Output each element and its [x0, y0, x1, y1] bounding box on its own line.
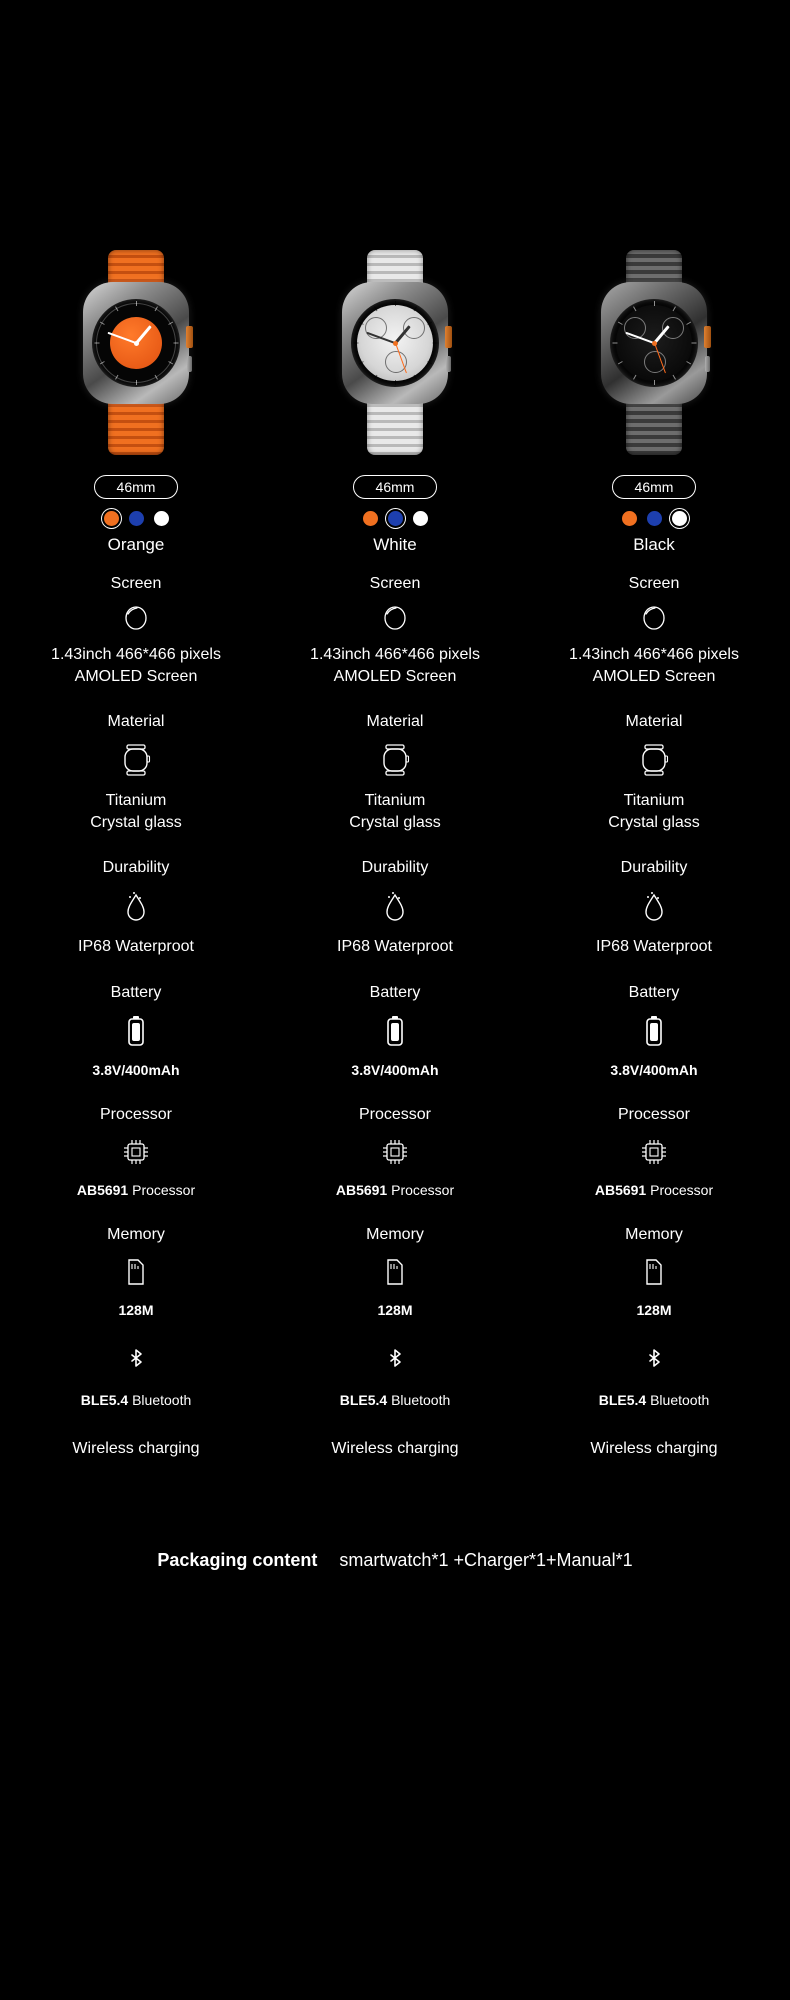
watch-button-icon	[705, 356, 710, 372]
spec-label-screen: Screen	[369, 575, 421, 592]
waterdrop-icon	[640, 889, 668, 928]
watch-screen	[610, 299, 698, 387]
size-badge[interactable]: 46mm	[353, 475, 438, 499]
screen-icon	[123, 605, 149, 636]
product-column-orange	[12, 250, 260, 1459]
swatch-orange[interactable]	[104, 511, 119, 526]
battery-icon	[384, 1014, 406, 1053]
swatch-orange[interactable]	[363, 511, 378, 526]
watch-image-black	[594, 250, 714, 455]
spec-value-durability: IP68 Waterproot	[596, 938, 712, 956]
spec-label-memory: Memory	[107, 1225, 165, 1243]
spec-value-battery: 3.8V/400mAh	[610, 1061, 698, 1078]
watch-pivot	[652, 341, 657, 346]
watch-crown-icon	[445, 326, 452, 348]
watch-screen	[92, 299, 180, 387]
spec-value-wireless-charging: Wireless charging	[72, 1439, 200, 1457]
spec-value-screen: 1.43inch 466*466 pixels AMOLED Screen	[51, 646, 221, 685]
spec-value-memory: 128M	[636, 1301, 672, 1318]
swatch-orange[interactable]	[622, 511, 637, 526]
spec-value-wireless-charging: Wireless charging	[331, 1439, 459, 1457]
spec-label-memory: Memory	[366, 1225, 424, 1243]
spec-label-memory: Memory	[625, 1225, 683, 1243]
swatch-blue[interactable]	[647, 511, 662, 526]
spec-label-processor: Processor	[99, 1105, 173, 1123]
spec-label-screen: Screen	[110, 575, 162, 592]
spec-value-battery: 3.8V/400mAh	[92, 1061, 180, 1078]
watch-pivot	[393, 341, 398, 346]
color-swatches[interactable]	[363, 511, 428, 526]
spec-label-processor: Processor	[358, 1105, 432, 1123]
bluetooth-icon	[124, 1346, 148, 1383]
packaging-value: smartwatch*1 +Charger*1+Manual*1	[339, 1550, 633, 1570]
memory-card-icon	[124, 1256, 148, 1293]
packaging-label: Packaging content	[157, 1550, 318, 1570]
swatch-blue[interactable]	[388, 511, 403, 526]
spec-value-processor: AB5691 Processor	[594, 1181, 714, 1198]
screen-icon	[382, 605, 408, 636]
spec-value-durability: IP68 Waterproot	[78, 938, 194, 956]
color-name: Black	[633, 535, 675, 554]
spec-value-memory: 128M	[118, 1301, 154, 1318]
product-column-black	[530, 250, 778, 1459]
size-badge[interactable]: 46mm	[612, 475, 697, 499]
chip-icon	[120, 1136, 152, 1173]
watch-case-icon	[639, 743, 669, 782]
packaging-section	[0, 1550, 790, 1571]
size-badge[interactable]: 46mm	[94, 475, 179, 499]
battery-icon	[643, 1014, 665, 1053]
color-swatches[interactable]	[104, 511, 169, 526]
spec-value-bluetooth: BLE5.4 Bluetooth	[598, 1391, 710, 1408]
spec-value-bluetooth: BLE5.4 Bluetooth	[80, 1391, 192, 1408]
spec-value-screen: 1.43inch 466*466 pixels AMOLED Screen	[569, 646, 739, 685]
swatch-white[interactable]	[672, 511, 687, 526]
swatch-white[interactable]	[413, 511, 428, 526]
waterdrop-icon	[122, 889, 150, 928]
watch-image-orange	[76, 250, 196, 455]
chip-icon	[379, 1136, 411, 1173]
spec-label-durability: Durability	[620, 859, 688, 877]
spec-label-durability: Durability	[361, 859, 429, 877]
spec-label-material: Material	[366, 713, 424, 731]
spec-value-memory: 128M	[377, 1301, 413, 1318]
spec-value-processor: AB5691 Processor	[335, 1181, 455, 1198]
bluetooth-icon	[383, 1346, 407, 1383]
spec-label-battery: Battery	[110, 983, 162, 1001]
memory-card-icon	[383, 1256, 407, 1293]
watch-image-white	[335, 250, 455, 455]
battery-icon	[125, 1014, 147, 1053]
watch-pivot	[134, 341, 139, 346]
memory-card-icon	[642, 1256, 666, 1293]
spec-value-durability: IP68 Waterproot	[337, 938, 453, 956]
product-column-white	[271, 250, 519, 1459]
watch-case	[601, 282, 707, 404]
watch-button-icon	[187, 356, 192, 372]
spec-value-material: Titanium Crystal glass	[608, 792, 700, 831]
spec-value-screen: 1.43inch 466*466 pixels AMOLED Screen	[310, 646, 480, 685]
spec-label-material: Material	[107, 713, 165, 731]
product-columns	[0, 250, 790, 1459]
watch-case-icon	[121, 743, 151, 782]
watch-crown-icon	[186, 326, 193, 348]
spec-value-wireless-charging: Wireless charging	[590, 1439, 718, 1457]
spec-value-material: Titanium Crystal glass	[349, 792, 441, 831]
color-name: Orange	[107, 535, 165, 554]
bluetooth-icon	[642, 1346, 666, 1383]
color-name: White	[373, 535, 417, 554]
chip-icon	[638, 1136, 670, 1173]
spec-value-bluetooth: BLE5.4 Bluetooth	[339, 1391, 451, 1408]
spec-label-material: Material	[625, 713, 683, 731]
spec-label-battery: Battery	[628, 983, 680, 1001]
spec-value-material: Titanium Crystal glass	[90, 792, 182, 831]
waterdrop-icon	[381, 889, 409, 928]
watch-case-icon	[380, 743, 410, 782]
swatch-blue[interactable]	[129, 511, 144, 526]
watch-button-icon	[446, 356, 451, 372]
watch-case	[83, 282, 189, 404]
swatch-white[interactable]	[154, 511, 169, 526]
spec-value-battery: 3.8V/400mAh	[351, 1061, 439, 1078]
spec-label-processor: Processor	[617, 1105, 691, 1123]
spec-label-battery: Battery	[369, 983, 421, 1001]
screen-icon	[641, 605, 667, 636]
spec-label-durability: Durability	[102, 859, 170, 877]
spec-label-screen: Screen	[628, 575, 680, 592]
color-swatches[interactable]	[622, 511, 687, 526]
watch-crown-icon	[704, 326, 711, 348]
spec-value-processor: AB5691 Processor	[76, 1181, 196, 1198]
watch-case	[342, 282, 448, 404]
watch-screen	[351, 299, 439, 387]
